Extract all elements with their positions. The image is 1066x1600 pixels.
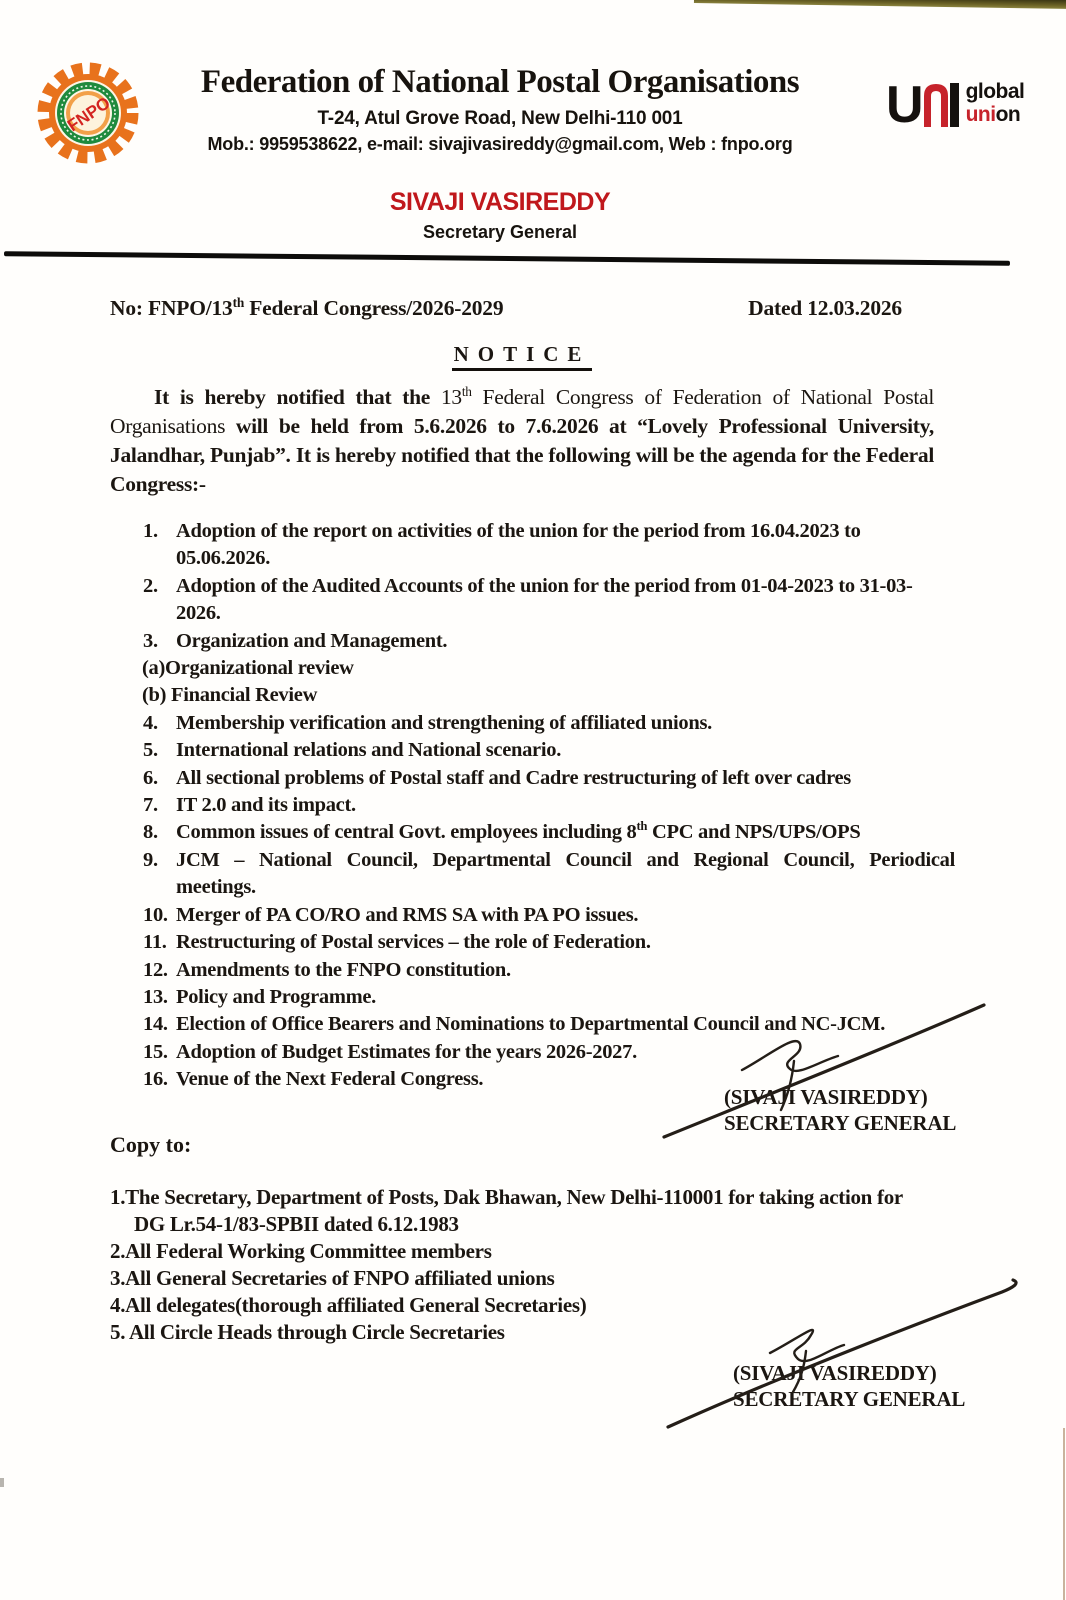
agenda-text: Membership verification and strengthening of affiliated unions.	[176, 711, 712, 734]
agenda-text: Adoption of the report on activities of the union for the period from 16.04.2023 to 05.06.2026.	[176, 520, 861, 570]
uni-logo-words	[966, 80, 1025, 126]
scan-artifact-speck	[0, 1478, 4, 1487]
officer-title: Secretary General	[422, 222, 578, 242]
agenda-number: 16.	[143, 1068, 168, 1091]
agenda-item	[142, 655, 955, 682]
signatory-name: (SIVAJI VASIREDDY)	[733, 1361, 937, 1385]
agenda-number: 6.	[143, 766, 158, 789]
agenda-text: Venue of the Next Federal Congress.	[176, 1068, 484, 1091]
contact-line: Mob.: 9959538622, e-mail: sivajivasireddy@gmail.com, Web : fnpo.org	[207, 134, 793, 154]
uni-word-union	[966, 103, 1025, 126]
notice-title: NOTICE	[452, 342, 593, 371]
uni-letter-i-bar	[950, 83, 959, 127]
agenda-number: 15.	[143, 1040, 168, 1063]
agenda-text: Common issues of central Govt. employees including 8th CPC and NPS/UPS/OPS	[176, 819, 861, 844]
copy-to-line: 1.The Secretary, Department of Posts, Dak Bhawan, New Delhi-110001 for taking action for	[110, 1185, 903, 1209]
agenda-text: Restructuring of Postal services – the role of Federation.	[176, 931, 651, 954]
agenda-text: JCM – National Council, Departmental Council and Regional Council, Periodical meetings.	[176, 848, 955, 899]
agenda-number: (a)	[142, 657, 166, 680]
uni-logo-letters	[886, 76, 959, 134]
uni-global-union-logo	[886, 76, 1025, 134]
scan-artifact-right-edge	[1063, 1428, 1065, 1600]
agenda-number: 14.	[143, 1013, 168, 1036]
agenda-number: 2.	[143, 574, 158, 597]
intro-paragraph	[110, 383, 934, 499]
agenda-item	[143, 765, 955, 792]
agenda-number: 1.	[143, 520, 158, 542]
agenda-item	[143, 957, 955, 984]
agenda-item	[143, 1039, 955, 1066]
address-line: T-24, Atul Grove Road, New Delhi-110 001	[317, 108, 683, 129]
reference-date: Dated 12.03.2026	[748, 296, 902, 320]
signatory-title: SECRETARY GENERAL	[724, 1111, 957, 1135]
agenda-number: 11.	[143, 931, 167, 954]
agenda-number: 3.	[143, 629, 158, 652]
copy-to-line: 4.All delegates(thorough affiliated General Secretaries)	[110, 1293, 587, 1317]
agenda-item	[143, 737, 955, 764]
agenda-text: Adoption of Budget Estimates for the years 2026-2027.	[176, 1040, 637, 1063]
signatory-title: SECRETARY GENERAL	[733, 1387, 966, 1411]
copy-to-label: Copy to:	[110, 1132, 192, 1157]
agenda-text: All sectional problems of Postal staff and Cadre restructuring of left over cadres	[176, 766, 851, 789]
agenda-item	[143, 710, 955, 737]
agenda-number: 5.	[143, 739, 158, 762]
intro-bold-tail: will be held from 5.6.2026 to 7.6.2026 at “Lovely Professional University, Jalandhar, Punjab”. It is hereby notified that the following will be the agenda for the Federal Congress:-	[110, 414, 934, 496]
agenda-text: Merger of PA CO/RO and RMS SA with PA PO issues.	[176, 903, 639, 926]
agenda-text: Election of Office Bearers and Nominations to Departmental Council and NC-JCM.	[176, 1013, 886, 1036]
reference-line	[110, 296, 902, 321]
agenda-number: 10.	[143, 903, 168, 926]
signatory-name: (SIVAJI VASIREDDY)	[724, 1085, 928, 1109]
uni-person-icon	[923, 83, 949, 127]
agenda-item	[143, 573, 955, 628]
agenda-item	[142, 682, 955, 709]
copy-to-list	[110, 1184, 970, 1346]
uni-word-union-black: on	[995, 103, 1021, 126]
organisation-name: Federation of National Postal Organisations	[200, 64, 800, 100]
intro-light-pre: 13	[440, 385, 462, 409]
intro-light-post: Federal Congress of Federation of National Postal Organisations	[110, 385, 934, 438]
copy-to-line: 5. All Circle Heads through Circle Secretaries	[110, 1320, 505, 1344]
agenda-item	[143, 1011, 955, 1038]
agenda-number: 8.	[143, 821, 158, 844]
agenda-number: 9.	[143, 848, 158, 871]
letterhead	[0, 64, 1000, 155]
agenda-number: 12.	[143, 958, 168, 981]
uni-word-global: global	[965, 80, 1025, 103]
copy-to-line: DG Lr.54-1/83-SPBII dated 6.12.1983	[134, 1212, 459, 1236]
agenda-item	[143, 819, 955, 846]
copy-to-line: 2.All Federal Working Committee members	[110, 1239, 492, 1263]
agenda-text: Organization and Management.	[176, 629, 448, 652]
agenda-number: 4.	[143, 711, 158, 734]
agenda-number: (b)	[142, 684, 167, 707]
fnpo-logo-acronym: FNPO	[63, 93, 114, 136]
agenda-text: Organizational review	[165, 657, 354, 680]
agenda-list	[143, 518, 955, 1094]
scan-artifact-top-strip	[694, 0, 1066, 9]
reference-number: No: FNPO/13th Federal Congress/2026-2029	[110, 294, 504, 320]
agenda-item	[143, 902, 955, 929]
uni-word-union-red: uni	[965, 103, 996, 126]
signature-block-2	[733, 1360, 965, 1412]
notice-title-wrap	[110, 342, 934, 371]
officer-name: SIVAJI VASIREDDY	[389, 188, 611, 216]
agenda-text: IT 2.0 and its impact.	[176, 794, 356, 817]
agenda-text: Policy and Programme.	[176, 985, 376, 1008]
agenda-item	[143, 929, 955, 956]
agenda-text: Financial Review	[166, 684, 318, 707]
agenda-item	[143, 792, 955, 819]
agenda-item	[143, 518, 955, 573]
signature-block-1	[724, 1084, 956, 1136]
agenda-number: 13.	[143, 985, 168, 1008]
intro-bold-lead: It is hereby notified that the	[154, 385, 441, 409]
intro-sup: th	[461, 383, 472, 399]
uni-letter-u: U	[886, 76, 921, 134]
agenda-text: Amendments to the FNPO constitution.	[176, 958, 511, 981]
agenda-item	[143, 847, 955, 902]
agenda-item	[143, 984, 955, 1011]
copy-to-line: 3.All General Secretaries of FNPO affiliated unions	[110, 1266, 555, 1290]
agenda-item	[143, 628, 955, 655]
agenda-text: Adoption of the Audited Accounts of the union for the period from 01-04-2023 to 31-03-2026.	[176, 574, 913, 625]
header-divider-rule	[4, 251, 1010, 266]
agenda-number: 7.	[143, 794, 158, 817]
agenda-text: International relations and National scenario.	[176, 739, 562, 762]
